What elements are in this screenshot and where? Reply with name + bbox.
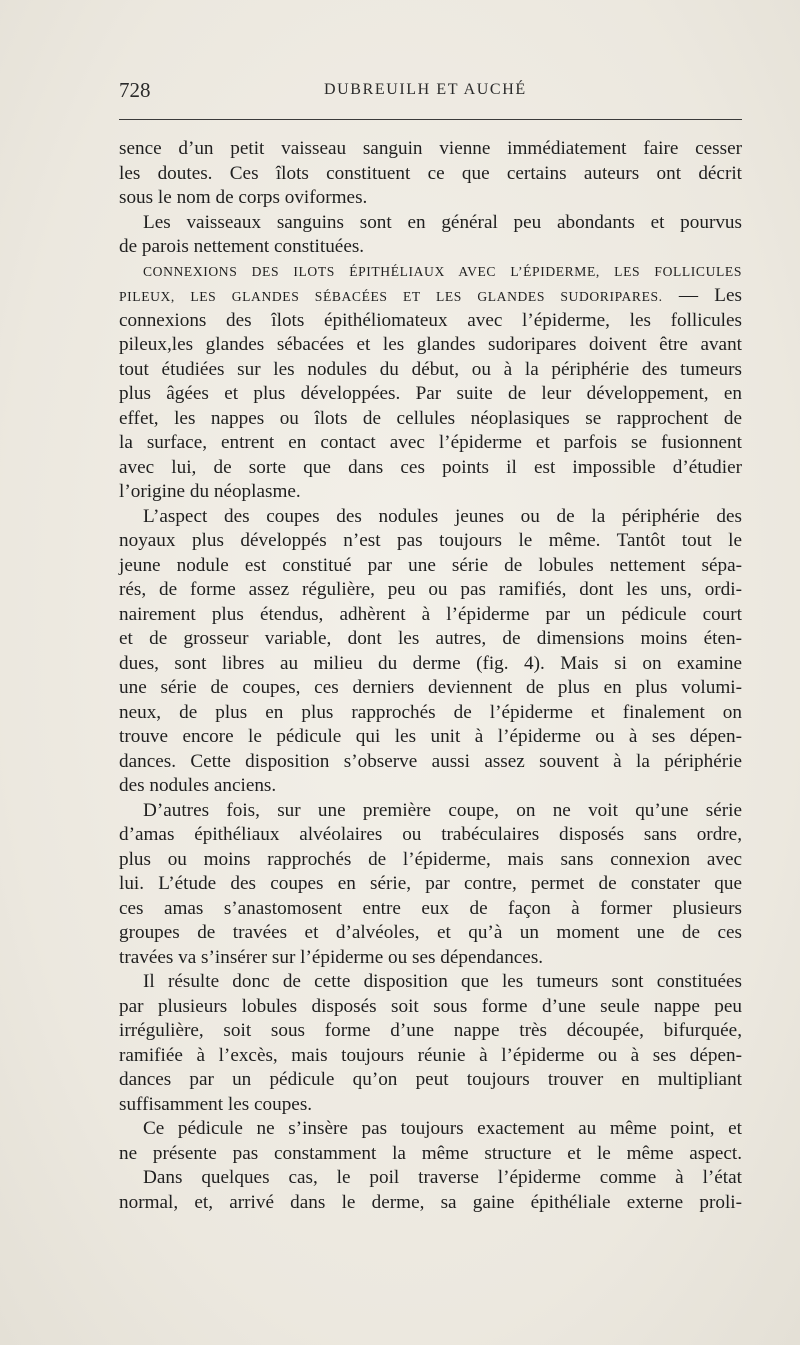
- text-line: une série de coupes, ces derniers deviennent de plus en plus volumi-: [119, 677, 742, 698]
- text-line: trouve encore le pédicule qui les unit à l’épiderme ou à ses dépen-: [119, 726, 742, 747]
- text-line: Il résulte donc de cette disposition que les tumeurs sont constituées: [143, 971, 742, 992]
- text-line: travées va s’insérer sur l’épiderme ou ses dépendances.: [119, 946, 544, 968]
- header-rule: [119, 119, 742, 120]
- text-line: Dans quelques cas, le poil traverse l’épiderme comme à l’état: [143, 1167, 742, 1188]
- text-line: ne présente pas constamment la même structure et le même aspect.: [119, 1142, 742, 1164]
- text-line: D’autres fois, sur une première coupe, on ne voit qu’une série: [143, 799, 742, 821]
- text-line: avec lui, de sorte que dans ces points il est impossible d’étudier: [119, 456, 742, 478]
- text-line: nairement plus étendus, adhèrent à l’épiderme par un pédicule court: [119, 603, 742, 625]
- text-line: dances par un pédicule qu’on peut toujours trouver en multipliant: [119, 1069, 742, 1090]
- section-heading-continued: PILEUX, LES GLANDES SÉBACÉES ET LES GLANDES SUDORIPARES.: [119, 289, 663, 304]
- running-head: [119, 78, 742, 108]
- text-line: l’origine du néoplasme.: [119, 481, 301, 502]
- text-line: dues, sont libres au milieu du derme (fig. 4). Mais si on examine: [119, 652, 742, 674]
- text-line: par plusieurs lobules disposés soit sous forme d’une seule nappe peu: [119, 995, 742, 1017]
- text-line: de parois nettement constituées.: [119, 236, 365, 257]
- text-line: Les vaisseaux sanguins sont en général peu abondants et pourvus: [143, 211, 742, 233]
- text-line: plus ou moins rapprochés de l’épiderme, mais sans connexion avec: [119, 848, 742, 870]
- text-line: dances. Cette disposition s’observe aussi assez souvent à la périphérie: [119, 750, 742, 772]
- body-text: [119, 137, 742, 1215]
- text-line: ramifiée à l’excès, mais toujours réunie à l’épiderme ou à ses dépen-: [119, 1044, 742, 1066]
- page-number: 728: [119, 78, 151, 102]
- text-line: tout étudiées sur les nodules du début, ou à la périphérie des tumeurs: [119, 358, 742, 380]
- text-line: sence d’un petit vaisseau sanguin vienne immédiatement faire cesser: [119, 138, 742, 159]
- text-line: des nodules anciens.: [119, 775, 277, 796]
- text-line: sous le nom de corps oviformes.: [119, 187, 368, 208]
- section-heading: CONNEXIONS DES ILOTS ÉPITHÉLIAUX AVEC L’ÉPIDERME, LES FOLLICULES: [143, 263, 742, 279]
- text-line: neux, de plus en plus rapprochés de l’épiderme et finalement on: [119, 701, 742, 723]
- text-line: L’aspect des coupes des nodules jeunes ou de la périphérie des: [143, 505, 742, 527]
- text-line: d’amas épithéliaux alvéolaires ou trabéculaires disposés sans ordre,: [119, 824, 742, 845]
- text-line: irrégulière, soit sous forme d’une nappe très découpée, bifurquée,: [119, 1020, 742, 1041]
- running-title: DUBREUILH ET AUCHÉ: [324, 81, 527, 98]
- text-line: [119, 284, 742, 309]
- text-line: suffisamment les coupes.: [119, 1093, 313, 1115]
- text-line: jeune nodule est constitué par une série de lobules nettement sépa-: [119, 554, 742, 576]
- text-line: lui. L’étude des coupes en série, par contre, permet de constater que: [119, 873, 742, 894]
- text-line: Ce pédicule ne s’insère pas toujours exactement au même point, et: [143, 1118, 742, 1139]
- text-line: plus âgées et plus développées. Par suite de leur développement, en: [119, 383, 742, 404]
- text-line: ces amas s’anastomosent entre eux de façon à former plusieurs: [119, 897, 742, 919]
- text-line: pileux,les glandes sébacées et les glandes sudoripares doivent être avant: [119, 334, 742, 355]
- text-line: les doutes. Ces îlots constituent ce que certains auteurs ont décrit: [119, 162, 742, 184]
- text-line: et de grosseur variable, dont les autres, de dimensions moins éten-: [119, 628, 742, 649]
- text-line: noyaux plus développés n’est pas toujours le même. Tantôt tout le: [119, 530, 742, 551]
- text-line: effet, les nappes ou îlots de cellules néoplasiques se rapprochent de: [119, 407, 742, 429]
- text-line: rés, de forme assez régulière, peu ou pas ramifiés, dont les uns, ordi-: [119, 579, 742, 600]
- text-line: connexions des îlots épithéliomateux avec l’épiderme, les follicules: [119, 309, 742, 331]
- text-line: normal, et, arrivé dans le derme, sa gaine épithéliale externe proli-: [119, 1191, 742, 1213]
- text-line: groupes de travées et d’alvéoles, et qu’à un moment une de ces: [119, 922, 742, 943]
- heading-tail: — Les: [662, 285, 742, 306]
- text-line: la surface, entrent en contact avec l’épiderme et parfois se fusionnent: [119, 432, 742, 453]
